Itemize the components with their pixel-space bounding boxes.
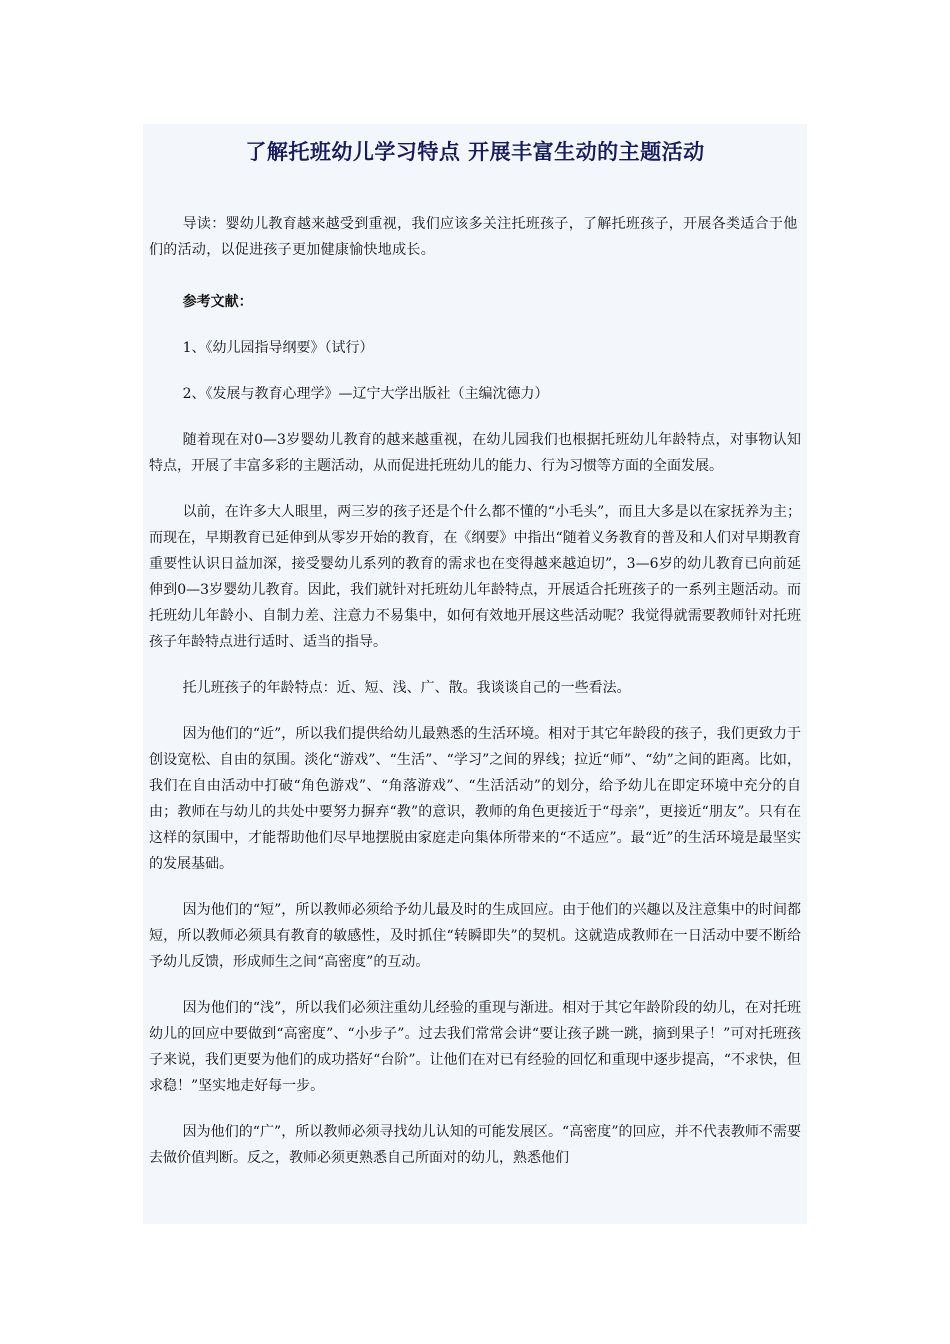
references-heading: 参考文献：	[182, 294, 253, 310]
body-paragraph: 因为他们的“广”，所以教师必须寻找幼儿认知的可能发展区。“高密度”的回应，并不代表教师不需要去做价值判断。反之，教师必须更熟悉自己所面对的幼儿，熟悉他们	[149, 1124, 801, 1166]
intro-paragraph: 导读：婴幼儿教育越来越受到重视，我们应该多关注托班孩子，了解托班孩子，开展各类适合于他们的活动，以促进孩子更加健康愉快地成长。	[149, 216, 798, 258]
body-paragraph: 因为他们的“浅”，所以我们必须注重幼儿经验的重现与渐进。相对于其它年龄阶段的幼儿，在对托班幼儿的回应中要做到“高密度”、“小步子”。过去我们常常会讲“要让孩子跳一跳，摘到果子！”可对托班孩子来说，我们更要为他们的成功搭好“台阶”。让他们在对已有经验的回忆和重现中逐步提高，“不求快，但求稳！”坚实地走好每一步。	[149, 1000, 801, 1094]
body-paragraph: 随着现在对0—3岁婴幼儿教育的越来越重视，在幼儿园我们也根据托班幼儿年龄特点，对事物认知特点，开展了丰富多彩的主题活动，从而促进托班幼儿的能力、行为习惯等方面的全面发展。	[149, 432, 801, 474]
article-container	[143, 124, 807, 1224]
reference-item: 1、《幼儿园指导纲要》（试行）	[182, 340, 374, 356]
body-paragraph: 托儿班孩子的年龄特点：近、短、浅、广、散。我谈谈自己的一些看法。	[182, 680, 631, 696]
body-paragraph: 因为他们的“短”，所以教师必须给予幼儿最及时的生成回应。由于他们的兴趣以及注意集中的时间都短，所以教师必须具有教育的敏感性，及时抓住“转瞬即失”的契机。这就造成教师在一日活动中要不断给予幼儿反馈，形成师生之间“高密度”的互动。	[149, 902, 801, 970]
article-title: 了解托班幼儿学习特点 开展丰富生动的主题活动	[245, 139, 705, 164]
body-paragraph: 以前，在许多大人眼里，两三岁的孩子还是个什么都不懂的“小毛头”，而且大多是以在家抚养为主；而现在，早期教育已延伸到从零岁开始的教育，在《纲要》中指出“随着义务教育的普及和人们对早期教育重要性认识日益加深，接受婴幼儿系列的教育的需求也在变得越来越迫切”，3—6岁的幼儿教育已向前延伸到0—3岁婴幼儿教育。因此，我们就针对托班幼儿年龄特点，开展适合托班孩子的一系列主题活动。而托班幼儿年龄小、自制力差、注意力不易集中，如何有效地开展这些活动呢？我觉得就需要教师针对托班孩子年龄特点进行适时、适当的指导。	[149, 504, 801, 650]
body-paragraph: 因为他们的“近”，所以我们提供给幼儿最熟悉的生活环境。相对于其它年龄段的孩子，我们更致力于创设宽松、自由的氛围。淡化“游戏”、“生活”、“学习”之间的界线；拉近“师”、“幼”之间的距离。比如，我们在自由活动中打破“角色游戏”、“角落游戏”、“生活活动”的划分，给予幼儿在即定环境中充分的自由；教师在与幼儿的共处中要努力摒弃“教”的意识，教师的角色更接近于“母亲”，更接近“朋友”。只有在这样的氛围中，才能帮助他们尽早地摆脱由家庭走向集体所带来的“不适应”。最“近”的生活环境是最坚实的发展基础。	[149, 726, 801, 872]
reference-item: 2、《发展与教育心理学》—辽宁大学出版社（主编沈德力）	[182, 386, 549, 402]
